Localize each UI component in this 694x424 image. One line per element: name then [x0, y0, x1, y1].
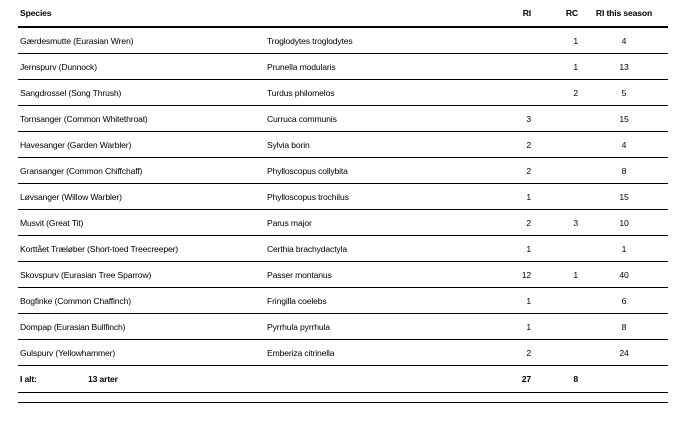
species-cell: Løvsanger (Willow Warbler)	[18, 184, 265, 210]
ri-cell: 1	[445, 184, 533, 210]
total-ri: 27	[445, 366, 533, 393]
table-bottom-rule	[18, 402, 668, 403]
latin-name-cell: Prunella modularis	[265, 54, 445, 80]
species-cell: Gærdesmutte (Eurasian Wren)	[18, 27, 265, 54]
species-cell: Musvit (Great Tit)	[18, 210, 265, 236]
latin-name-cell: Phylloscopus collybita	[265, 158, 445, 184]
rc-cell	[533, 106, 578, 132]
table-row	[18, 262, 668, 288]
latin-name-cell: Fringilla coelebs	[265, 288, 445, 314]
rc-cell	[533, 184, 578, 210]
total-label: I alt:	[20, 374, 37, 384]
ri-this-season-cell: 8	[578, 314, 668, 340]
species-cell: Gransanger (Common Chiffchaff)	[18, 158, 265, 184]
rc-cell	[533, 288, 578, 314]
species-cell: Dompap (Eurasian Bullfinch)	[18, 314, 265, 340]
total-ri-this-season	[578, 366, 668, 393]
total-latin-cell	[265, 366, 445, 393]
bird-ringing-table	[18, 0, 668, 393]
species-cell: Gulspurv (Yellowhammer)	[18, 340, 265, 366]
ri-this-season-cell: 6	[578, 288, 668, 314]
ri-cell: 2	[445, 210, 533, 236]
table-row	[18, 27, 668, 54]
latin-name-cell: Emberiza citrinella	[265, 340, 445, 366]
ri-cell	[445, 54, 533, 80]
species-cell: Jernspurv (Dunnock)	[18, 54, 265, 80]
ri-this-season-cell: 10	[578, 210, 668, 236]
table-row	[18, 210, 668, 236]
total-label-cell	[18, 366, 265, 393]
rc-cell: 2	[533, 80, 578, 106]
ri-cell: 3	[445, 106, 533, 132]
latin-name-cell: Pyrrhula pyrrhula	[265, 314, 445, 340]
table-row	[18, 54, 668, 80]
species-cell: Bogfinke (Common Chaffinch)	[18, 288, 265, 314]
ri-cell	[445, 80, 533, 106]
rc-cell: 1	[533, 54, 578, 80]
species-cell: Havesanger (Garden Warbler)	[18, 132, 265, 158]
table-header-row	[18, 0, 668, 27]
latin-name-cell: Passer montanus	[265, 262, 445, 288]
ri-cell: 2	[445, 132, 533, 158]
species-cell: Sangdrossel (Song Thrush)	[18, 80, 265, 106]
rc-cell	[533, 158, 578, 184]
ri-this-season-cell: 1	[578, 236, 668, 262]
header-rc: RC	[533, 0, 578, 27]
table-row	[18, 184, 668, 210]
total-row	[18, 366, 668, 393]
rc-cell	[533, 340, 578, 366]
table-row	[18, 288, 668, 314]
latin-name-cell: Turdus philomelos	[265, 80, 445, 106]
ri-cell	[445, 27, 533, 54]
ri-cell: 1	[445, 236, 533, 262]
species-cell: Skovspurv (Eurasian Tree Sparrow)	[18, 262, 265, 288]
ri-cell: 1	[445, 314, 533, 340]
rc-cell: 3	[533, 210, 578, 236]
table-body	[18, 27, 668, 393]
latin-name-cell: Certhia brachydactyla	[265, 236, 445, 262]
rc-cell: 1	[533, 27, 578, 54]
header-ri-this-season: RI this season	[578, 0, 668, 27]
ri-cell: 1	[445, 288, 533, 314]
ri-this-season-cell: 15	[578, 184, 668, 210]
ri-this-season-cell: 4	[578, 27, 668, 54]
table-row	[18, 236, 668, 262]
table-row	[18, 158, 668, 184]
rc-cell	[533, 132, 578, 158]
header-latin	[265, 0, 445, 27]
ri-this-season-cell: 24	[578, 340, 668, 366]
species-cell: Korttået Træløber (Short-toed Treecreeper)	[18, 236, 265, 262]
rc-cell	[533, 314, 578, 340]
ri-cell: 2	[445, 340, 533, 366]
ri-this-season-cell: 40	[578, 262, 668, 288]
latin-name-cell: Phylloscopus trochilus	[265, 184, 445, 210]
table-row	[18, 314, 668, 340]
table-row	[18, 340, 668, 366]
ri-this-season-cell: 15	[578, 106, 668, 132]
ri-cell: 2	[445, 158, 533, 184]
total-species-count: 13 arter	[88, 374, 118, 384]
ri-cell: 12	[445, 262, 533, 288]
table-row	[18, 132, 668, 158]
species-cell: Tornsanger (Common Whitethroat)	[18, 106, 265, 132]
rc-cell	[533, 236, 578, 262]
latin-name-cell: Curruca communis	[265, 106, 445, 132]
latin-name-cell: Parus major	[265, 210, 445, 236]
ri-this-season-cell: 4	[578, 132, 668, 158]
latin-name-cell: Troglodytes troglodytes	[265, 27, 445, 54]
ri-this-season-cell: 5	[578, 80, 668, 106]
ri-this-season-cell: 8	[578, 158, 668, 184]
ri-this-season-cell: 13	[578, 54, 668, 80]
rc-cell: 1	[533, 262, 578, 288]
header-ri: RI	[445, 0, 533, 27]
latin-name-cell: Sylvia borin	[265, 132, 445, 158]
header-species: Species	[18, 0, 265, 27]
table-row	[18, 106, 668, 132]
total-rc: 8	[533, 366, 578, 393]
table-row	[18, 80, 668, 106]
